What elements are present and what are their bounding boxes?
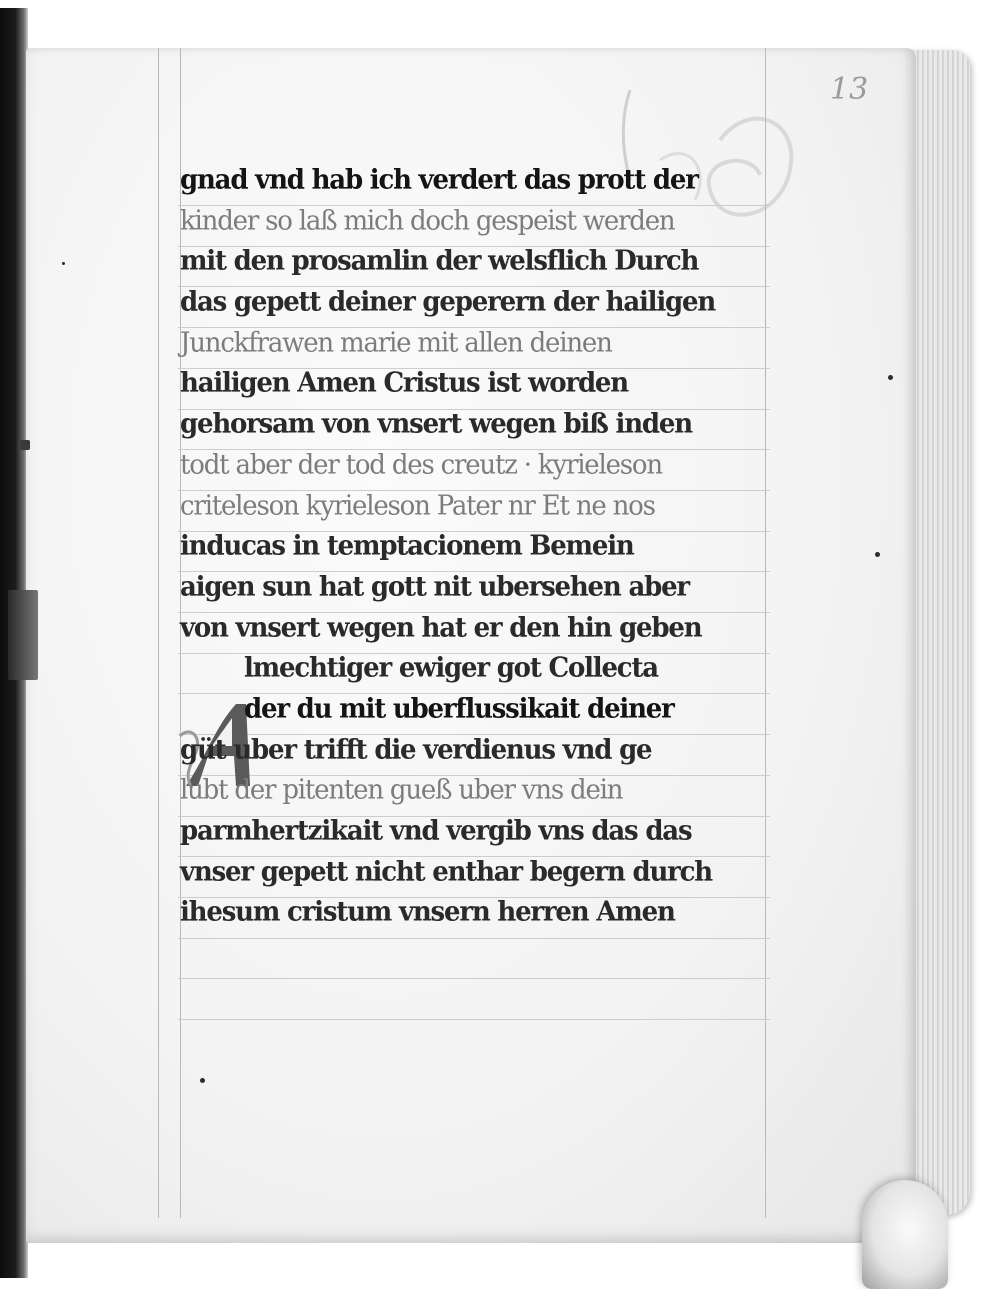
text-line: aigen sun hat gott nit ubersehen aber xyxy=(180,571,689,603)
ruling-line-left-outer xyxy=(158,48,159,1218)
text-line: gehorsam von vnsert wegen biß inden xyxy=(180,408,692,440)
text-lines xyxy=(180,160,780,933)
ruling-line-horizontal xyxy=(178,978,770,979)
edge-stain xyxy=(20,440,30,450)
text-line: gnad vnd hab ich verdert das prott der xyxy=(180,164,698,196)
text-line: parmhertzikait vnd vergib vns das das xyxy=(180,815,692,847)
ruling-line-horizontal xyxy=(178,938,770,939)
text-line: das gepett deiner geperern der hailigen xyxy=(180,286,716,318)
margin-dot xyxy=(875,552,880,557)
ruling-line-horizontal xyxy=(178,1019,770,1020)
text-line: vnser gepett nicht enthar begern durch xyxy=(180,855,712,888)
text-line: kinder so laß mich doch gespeist werden xyxy=(180,204,675,237)
margin-dot xyxy=(62,262,65,265)
margin-dot xyxy=(888,375,893,380)
main-text-block xyxy=(180,160,780,933)
edge-stain xyxy=(8,590,38,680)
text-line: hailigen Amen Cristus ist worden xyxy=(180,367,628,400)
text-line: von vnsert wegen hat er den hin geben xyxy=(180,611,702,644)
text-line: lubt der pitenten gueß uber vns dein xyxy=(180,774,623,807)
text-line: mit den prosamlin der welsflich Durch xyxy=(180,245,699,278)
margin-dot xyxy=(200,1078,205,1083)
text-line: Junckfrawen marie mit allen deinen xyxy=(180,326,612,359)
text-line: ihesum cristum vnsern herren Amen xyxy=(180,896,675,929)
text-line: criteleson kyrieleson Pater nr Et ne nos xyxy=(180,489,655,522)
folio-number: 13 xyxy=(830,72,869,107)
text-line: todt aber der tod des creutz · kyrieleson xyxy=(180,449,662,481)
text-line: inducas in temptacionem Bemein xyxy=(180,530,634,562)
text-line: güt uber trifft die verdienus vnd ge xyxy=(180,733,652,766)
text-line: der du mit uberflussikait deiner xyxy=(244,693,674,725)
holding-thumb xyxy=(862,1180,948,1289)
text-line: lmechtiger ewiger got Collecta xyxy=(244,652,658,684)
